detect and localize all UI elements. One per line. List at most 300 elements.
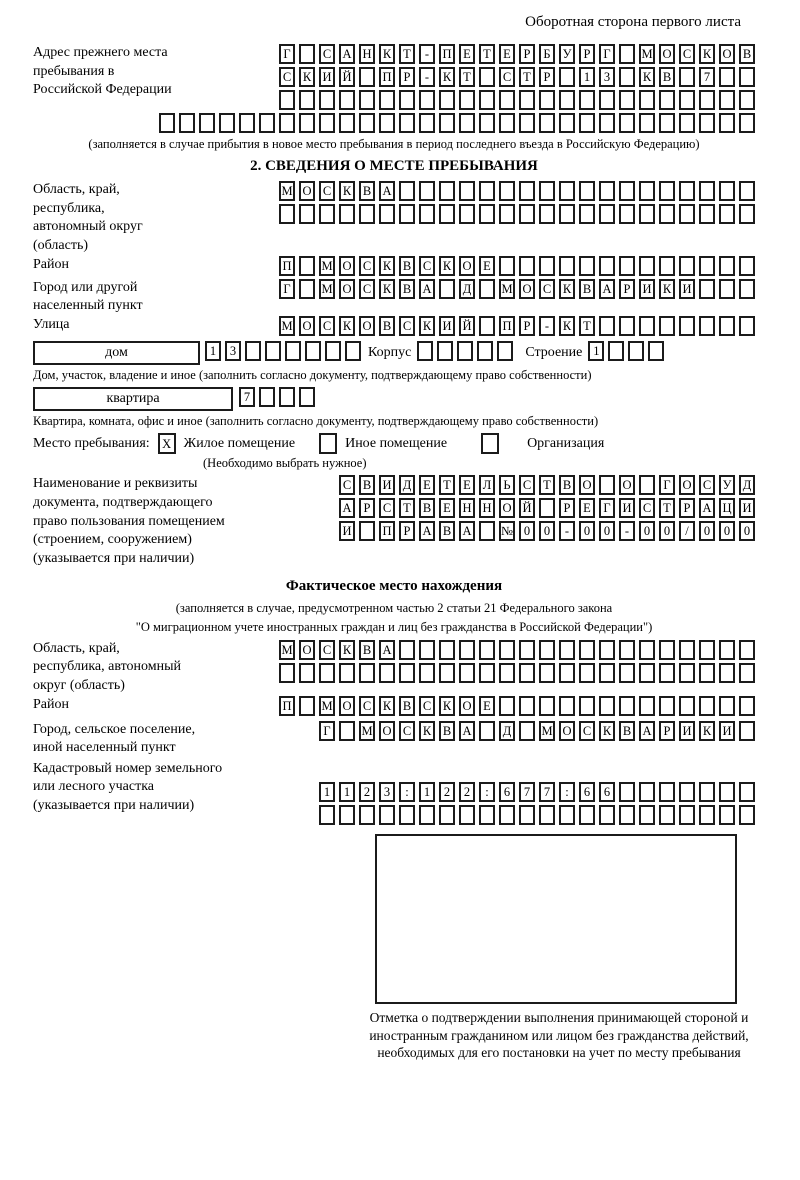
char-box[interactable]: Т <box>479 44 495 64</box>
char-box[interactable]: А <box>459 521 475 541</box>
char-box[interactable] <box>579 113 595 133</box>
char-box[interactable] <box>659 663 675 683</box>
char-box[interactable]: К <box>559 316 575 336</box>
char-box[interactable] <box>499 696 515 716</box>
char-box[interactable] <box>419 90 435 110</box>
char-box[interactable]: Н <box>459 498 475 518</box>
char-box[interactable] <box>539 256 555 276</box>
char-box[interactable]: О <box>459 256 475 276</box>
char-box[interactable]: Р <box>579 44 595 64</box>
char-box[interactable]: А <box>639 721 655 741</box>
char-box[interactable] <box>259 387 275 407</box>
char-box[interactable]: К <box>339 640 355 660</box>
char-box[interactable]: А <box>339 498 355 518</box>
char-box[interactable] <box>539 640 555 660</box>
char-box[interactable]: Й <box>459 316 475 336</box>
char-box[interactable] <box>439 204 455 224</box>
char-box[interactable]: Г <box>599 44 615 64</box>
char-box[interactable]: К <box>559 279 575 299</box>
char-box[interactable]: : <box>399 782 415 802</box>
char-box[interactable] <box>519 113 535 133</box>
char-box[interactable] <box>319 113 335 133</box>
char-box[interactable]: Л <box>479 475 495 495</box>
char-box[interactable] <box>439 90 455 110</box>
char-box[interactable]: С <box>419 696 435 716</box>
char-box[interactable]: 1 <box>319 782 335 802</box>
char-box[interactable] <box>648 341 664 361</box>
char-box[interactable]: Р <box>359 498 375 518</box>
char-box[interactable]: А <box>339 44 355 64</box>
char-box[interactable]: 3 <box>379 782 395 802</box>
char-box[interactable] <box>519 663 535 683</box>
char-box[interactable] <box>659 204 675 224</box>
char-box[interactable]: Е <box>439 498 455 518</box>
char-box[interactable]: 0 <box>519 521 535 541</box>
char-box[interactable] <box>459 113 475 133</box>
char-box[interactable] <box>305 341 321 361</box>
char-box[interactable]: Д <box>399 475 415 495</box>
char-box[interactable] <box>419 113 435 133</box>
char-box[interactable]: С <box>539 279 555 299</box>
char-box[interactable] <box>739 721 755 741</box>
char-box[interactable]: И <box>619 498 635 518</box>
char-box[interactable]: Е <box>499 44 515 64</box>
char-box[interactable]: К <box>339 181 355 201</box>
char-box[interactable]: С <box>519 475 535 495</box>
char-box[interactable] <box>559 663 575 683</box>
char-box[interactable] <box>439 113 455 133</box>
char-box[interactable]: К <box>639 67 655 87</box>
char-box[interactable] <box>359 204 375 224</box>
char-box[interactable] <box>459 90 475 110</box>
char-box[interactable]: С <box>319 181 335 201</box>
char-box[interactable] <box>299 90 315 110</box>
char-box[interactable]: И <box>379 475 395 495</box>
char-box[interactable]: 2 <box>459 782 475 802</box>
char-box[interactable]: Т <box>399 498 415 518</box>
char-box[interactable]: С <box>379 498 395 518</box>
char-box[interactable] <box>559 67 575 87</box>
char-box[interactable] <box>659 805 675 825</box>
char-box[interactable] <box>619 316 635 336</box>
char-box[interactable]: Р <box>519 316 535 336</box>
char-box[interactable] <box>499 90 515 110</box>
char-box[interactable] <box>619 44 635 64</box>
char-box[interactable] <box>699 696 715 716</box>
char-box[interactable]: В <box>399 696 415 716</box>
char-box[interactable] <box>599 113 615 133</box>
char-box[interactable] <box>559 90 575 110</box>
char-box[interactable] <box>539 498 555 518</box>
char-box[interactable]: П <box>279 256 295 276</box>
char-box[interactable] <box>339 113 355 133</box>
char-box[interactable] <box>519 256 535 276</box>
char-box[interactable] <box>719 279 735 299</box>
char-box[interactable]: И <box>719 721 735 741</box>
char-box[interactable]: Й <box>339 67 355 87</box>
char-box[interactable]: А <box>419 279 435 299</box>
char-box[interactable] <box>299 204 315 224</box>
char-box[interactable] <box>179 113 195 133</box>
char-box[interactable] <box>699 256 715 276</box>
char-box[interactable] <box>499 204 515 224</box>
char-box[interactable]: Г <box>319 721 335 741</box>
char-box[interactable]: Т <box>439 475 455 495</box>
char-box[interactable]: 0 <box>579 521 595 541</box>
char-box[interactable] <box>599 256 615 276</box>
char-box[interactable] <box>579 696 595 716</box>
char-box[interactable]: М <box>499 279 515 299</box>
char-box[interactable] <box>299 256 315 276</box>
char-box[interactable]: С <box>339 475 355 495</box>
char-box[interactable] <box>579 805 595 825</box>
char-box[interactable] <box>639 805 655 825</box>
char-box[interactable]: В <box>359 640 375 660</box>
char-box[interactable] <box>739 663 755 683</box>
char-box[interactable] <box>359 90 375 110</box>
char-box[interactable]: А <box>379 640 395 660</box>
char-box[interactable]: И <box>739 498 755 518</box>
char-box[interactable]: С <box>679 44 695 64</box>
char-box[interactable]: 7 <box>239 387 255 407</box>
char-box[interactable] <box>559 256 575 276</box>
char-box[interactable] <box>639 782 655 802</box>
char-box[interactable] <box>299 663 315 683</box>
char-box[interactable] <box>699 113 715 133</box>
char-box[interactable]: Е <box>479 256 495 276</box>
char-box[interactable] <box>579 663 595 683</box>
char-box[interactable]: В <box>379 316 395 336</box>
char-box[interactable]: К <box>419 316 435 336</box>
char-box[interactable] <box>419 204 435 224</box>
char-box[interactable] <box>699 204 715 224</box>
char-box[interactable] <box>159 113 175 133</box>
char-box[interactable]: С <box>319 640 335 660</box>
char-box[interactable]: К <box>699 44 715 64</box>
char-box[interactable] <box>299 696 315 716</box>
char-box[interactable] <box>639 640 655 660</box>
char-box[interactable] <box>285 341 301 361</box>
char-box[interactable] <box>699 316 715 336</box>
char-box[interactable] <box>619 67 635 87</box>
char-box[interactable] <box>739 256 755 276</box>
char-box[interactable]: Н <box>359 44 375 64</box>
char-box[interactable]: 1 <box>205 341 221 361</box>
char-box[interactable] <box>479 663 495 683</box>
char-box[interactable] <box>419 663 435 683</box>
char-box[interactable] <box>399 640 415 660</box>
char-box[interactable]: 1 <box>339 782 355 802</box>
char-box[interactable] <box>659 113 675 133</box>
char-box[interactable]: С <box>359 696 375 716</box>
char-box[interactable] <box>319 663 335 683</box>
char-box[interactable] <box>339 204 355 224</box>
char-box[interactable]: Е <box>579 498 595 518</box>
char-box[interactable] <box>379 663 395 683</box>
char-box[interactable] <box>439 805 455 825</box>
char-box[interactable] <box>599 90 615 110</box>
char-box[interactable] <box>279 90 295 110</box>
char-box[interactable] <box>679 204 695 224</box>
char-box[interactable] <box>679 113 695 133</box>
char-box[interactable]: 1 <box>579 67 595 87</box>
char-box[interactable]: К <box>599 721 615 741</box>
char-box[interactable] <box>639 696 655 716</box>
char-box[interactable] <box>619 696 635 716</box>
char-box[interactable] <box>439 640 455 660</box>
char-box[interactable]: В <box>579 279 595 299</box>
char-box[interactable]: С <box>319 316 335 336</box>
char-box[interactable] <box>359 67 375 87</box>
char-box[interactable] <box>679 805 695 825</box>
char-box[interactable]: П <box>379 67 395 87</box>
char-box[interactable] <box>339 721 355 741</box>
char-box[interactable]: С <box>359 256 375 276</box>
char-box[interactable] <box>719 640 735 660</box>
char-box[interactable]: 2 <box>359 782 375 802</box>
char-box[interactable] <box>519 696 535 716</box>
char-box[interactable] <box>319 805 335 825</box>
char-box[interactable] <box>539 113 555 133</box>
char-box[interactable] <box>325 341 341 361</box>
char-box[interactable]: С <box>279 67 295 87</box>
char-box[interactable] <box>299 387 315 407</box>
char-box[interactable]: К <box>419 721 435 741</box>
char-box[interactable]: С <box>699 475 715 495</box>
char-box[interactable] <box>608 341 624 361</box>
char-box[interactable]: М <box>359 721 375 741</box>
char-box[interactable] <box>539 204 555 224</box>
char-box[interactable] <box>699 782 715 802</box>
char-box[interactable] <box>519 181 535 201</box>
char-box[interactable] <box>259 113 275 133</box>
char-box[interactable] <box>399 181 415 201</box>
char-box[interactable] <box>659 316 675 336</box>
char-box[interactable] <box>579 181 595 201</box>
char-box[interactable]: О <box>459 696 475 716</box>
char-box[interactable]: С <box>359 279 375 299</box>
char-box[interactable]: С <box>419 256 435 276</box>
char-box[interactable]: Р <box>679 498 695 518</box>
char-box[interactable]: К <box>659 279 675 299</box>
char-box[interactable] <box>659 640 675 660</box>
char-box[interactable]: Р <box>519 44 535 64</box>
char-box[interactable] <box>539 696 555 716</box>
char-box[interactable] <box>679 316 695 336</box>
char-box[interactable]: У <box>719 475 735 495</box>
char-box[interactable]: Г <box>279 44 295 64</box>
char-box[interactable] <box>519 721 535 741</box>
char-box[interactable]: Г <box>599 498 615 518</box>
char-box[interactable]: 0 <box>599 521 615 541</box>
char-box[interactable] <box>699 640 715 660</box>
char-box[interactable] <box>479 204 495 224</box>
char-box[interactable]: 0 <box>739 521 755 541</box>
char-box[interactable]: О <box>719 44 735 64</box>
char-box[interactable]: - <box>619 521 635 541</box>
char-box[interactable] <box>479 640 495 660</box>
char-box[interactable]: И <box>679 721 695 741</box>
char-box[interactable]: Р <box>619 279 635 299</box>
char-box[interactable]: П <box>279 696 295 716</box>
char-box[interactable]: 7 <box>699 67 715 87</box>
char-box[interactable]: О <box>679 475 695 495</box>
char-box[interactable]: О <box>379 721 395 741</box>
char-box[interactable] <box>739 90 755 110</box>
char-box[interactable] <box>359 663 375 683</box>
char-box[interactable] <box>459 204 475 224</box>
char-box[interactable]: 0 <box>719 521 735 541</box>
char-box[interactable]: А <box>699 498 715 518</box>
char-box[interactable] <box>519 805 535 825</box>
char-box[interactable] <box>699 181 715 201</box>
char-box[interactable]: Т <box>459 67 475 87</box>
char-box[interactable]: Д <box>499 721 515 741</box>
char-box[interactable] <box>699 90 715 110</box>
char-box[interactable] <box>439 181 455 201</box>
char-box[interactable]: К <box>439 256 455 276</box>
house-field-box[interactable] <box>33 341 200 365</box>
char-box[interactable]: Г <box>279 279 295 299</box>
char-box[interactable] <box>359 805 375 825</box>
char-box[interactable]: С <box>399 316 415 336</box>
char-box[interactable] <box>457 341 473 361</box>
char-box[interactable]: Б <box>539 44 555 64</box>
char-box[interactable]: С <box>499 67 515 87</box>
char-box[interactable] <box>399 663 415 683</box>
char-box[interactable]: Г <box>659 475 675 495</box>
char-box[interactable] <box>679 696 695 716</box>
char-box[interactable] <box>345 341 361 361</box>
char-box[interactable] <box>679 90 695 110</box>
char-box[interactable] <box>319 204 335 224</box>
char-box[interactable] <box>619 782 635 802</box>
char-box[interactable] <box>339 805 355 825</box>
char-box[interactable]: О <box>339 279 355 299</box>
char-box[interactable] <box>599 204 615 224</box>
char-box[interactable] <box>559 640 575 660</box>
char-box[interactable]: К <box>439 696 455 716</box>
char-box[interactable] <box>719 90 735 110</box>
char-box[interactable] <box>379 805 395 825</box>
char-box[interactable] <box>479 316 495 336</box>
char-box[interactable] <box>459 663 475 683</box>
char-box[interactable] <box>339 663 355 683</box>
char-box[interactable] <box>679 181 695 201</box>
char-box[interactable] <box>639 663 655 683</box>
char-box[interactable] <box>639 181 655 201</box>
char-box[interactable]: С <box>639 498 655 518</box>
char-box[interactable] <box>497 341 513 361</box>
stay-type-checkbox-organization[interactable] <box>481 433 499 454</box>
char-box[interactable]: 7 <box>539 782 555 802</box>
char-box[interactable]: М <box>279 640 295 660</box>
char-box[interactable] <box>379 204 395 224</box>
char-box[interactable] <box>499 663 515 683</box>
char-box[interactable] <box>679 640 695 660</box>
char-box[interactable] <box>639 204 655 224</box>
char-box[interactable] <box>719 316 735 336</box>
char-box[interactable] <box>479 113 495 133</box>
char-box[interactable] <box>679 782 695 802</box>
char-box[interactable] <box>279 387 295 407</box>
char-box[interactable]: 6 <box>499 782 515 802</box>
char-box[interactable] <box>659 782 675 802</box>
char-box[interactable] <box>599 475 615 495</box>
char-box[interactable] <box>359 521 375 541</box>
char-box[interactable]: С <box>319 44 335 64</box>
char-box[interactable] <box>419 805 435 825</box>
char-box[interactable] <box>739 640 755 660</box>
char-box[interactable] <box>639 90 655 110</box>
char-box[interactable]: Р <box>539 67 555 87</box>
char-box[interactable] <box>279 113 295 133</box>
char-box[interactable] <box>519 90 535 110</box>
char-box[interactable]: П <box>379 521 395 541</box>
char-box[interactable] <box>659 256 675 276</box>
char-box[interactable] <box>739 113 755 133</box>
char-box[interactable]: О <box>359 316 375 336</box>
char-box[interactable]: И <box>679 279 695 299</box>
char-box[interactable] <box>599 663 615 683</box>
char-box[interactable] <box>719 782 735 802</box>
char-box[interactable]: В <box>739 44 755 64</box>
char-box[interactable] <box>299 279 315 299</box>
char-box[interactable]: М <box>319 696 335 716</box>
char-box[interactable]: № <box>499 521 515 541</box>
char-box[interactable] <box>659 90 675 110</box>
char-box[interactable]: И <box>319 67 335 87</box>
char-box[interactable]: В <box>419 498 435 518</box>
char-box[interactable] <box>479 181 495 201</box>
char-box[interactable]: Д <box>739 475 755 495</box>
char-box[interactable]: Р <box>559 498 575 518</box>
char-box[interactable]: О <box>299 640 315 660</box>
char-box[interactable] <box>739 316 755 336</box>
char-box[interactable] <box>299 113 315 133</box>
char-box[interactable]: У <box>559 44 575 64</box>
char-box[interactable]: К <box>379 256 395 276</box>
char-box[interactable] <box>279 663 295 683</box>
char-box[interactable] <box>679 67 695 87</box>
char-box[interactable]: Е <box>479 696 495 716</box>
stay-type-checkbox-residential[interactable]: X <box>158 433 176 454</box>
char-box[interactable]: К <box>379 44 395 64</box>
char-box[interactable]: О <box>499 498 515 518</box>
char-box[interactable] <box>619 113 635 133</box>
char-box[interactable] <box>739 696 755 716</box>
char-box[interactable] <box>559 113 575 133</box>
char-box[interactable] <box>499 113 515 133</box>
char-box[interactable]: 6 <box>579 782 595 802</box>
char-box[interactable] <box>399 204 415 224</box>
char-box[interactable]: М <box>539 721 555 741</box>
char-box[interactable]: Й <box>519 498 535 518</box>
char-box[interactable]: 0 <box>539 521 555 541</box>
char-box[interactable]: П <box>439 44 455 64</box>
char-box[interactable]: А <box>419 521 435 541</box>
char-box[interactable] <box>559 204 575 224</box>
char-box[interactable]: К <box>299 67 315 87</box>
char-box[interactable] <box>399 113 415 133</box>
char-box[interactable]: - <box>419 67 435 87</box>
char-box[interactable]: К <box>379 279 395 299</box>
char-box[interactable] <box>659 181 675 201</box>
char-box[interactable] <box>417 341 433 361</box>
char-box[interactable] <box>359 113 375 133</box>
char-box[interactable]: О <box>299 316 315 336</box>
char-box[interactable]: О <box>619 475 635 495</box>
